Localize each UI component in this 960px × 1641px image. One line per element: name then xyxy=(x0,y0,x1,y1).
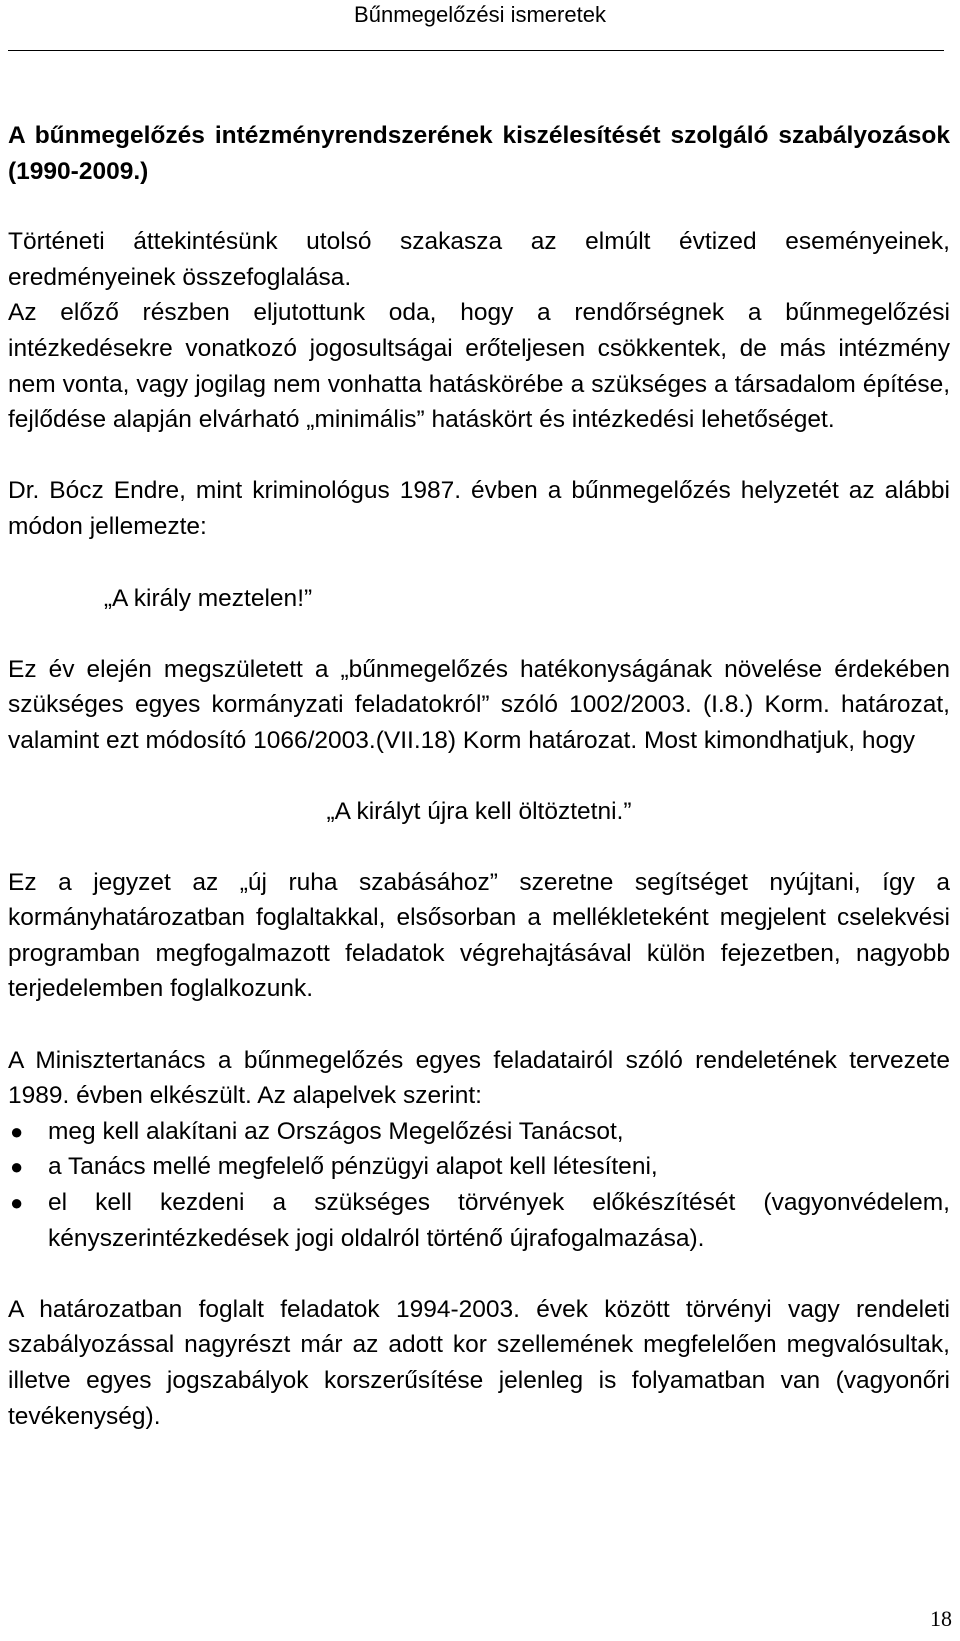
section-title: A bűnmegelőzés intézményrendszerének kiszélesítését szolgáló szabályozások (1990-2009.) xyxy=(8,122,950,185)
paragraph-intro: Történeti áttekintésünk utolsó szakasza az elmúlt évtized eseményeinek, eredményeinek összefoglalása. xyxy=(8,228,950,291)
quote-king-naked: „A király meztelen!” xyxy=(103,584,313,612)
paragraph-notes: Ez a jegyzet az „új ruha szabásához” szeretne segítséget nyújtani, így a kormányhatározatban foglaltakkal, elsősorban a mellékleteként megjelent cselekvési programban megfogalmazott feladatok végrehajtásával külön fejezetben, nagyobb terjedelemben foglalkozunk. xyxy=(8,868,950,1003)
bullet-icon: ● xyxy=(10,1154,24,1180)
page-number: 18 xyxy=(930,1606,952,1631)
paragraph-police: Az előző részben eljutottunk oda, hogy a rendőrségnek a bűnmegelőzési intézkedésekre vonatkozó jogosultságai erőteljesen csökkentek, de más intézmény nem vonta, vagy jogilag nem vonhatta hatáskörébe a szükséges a társadalom építése, fejlődése alapján elvárható „minimális” hatáskört és intézkedési lehetőséget. xyxy=(8,299,950,434)
paragraph-decree: Ez év elején megszületett a „bűnmegelőzés hatékonyságának növelése érdekében szükséges egyes kormányzati feladatokról” szóló 1002/2003. (I.8.) Korm. határozat, valamint ezt módosító 1066/2003.(VII.18) Korm határozat. Most kimondhatjuk, hogy xyxy=(8,655,950,754)
list-item-text: meg kell alakítani az Országos Megelőzési Tanácsot, xyxy=(48,1117,624,1145)
principles-list xyxy=(8,1114,950,1256)
list-item-text: a Tanács mellé megfelelő pénzügyi alapot kell létesíteni, xyxy=(48,1153,658,1181)
quote-king-dress: „A királyt újra kell öltöztetni.” xyxy=(326,797,632,825)
list-item xyxy=(8,1185,950,1256)
paragraph-bocz: Dr. Bócz Endre, mint kriminológus 1987. évben a bűnmegelőzés helyzetét az alábbi módon jellemezte: xyxy=(8,477,950,540)
document-body xyxy=(8,118,950,1434)
list-item xyxy=(8,1114,950,1150)
list-item-text: el kell kezdeni a szükséges törvények előkészítését (vagyonvédelem, kényszerintézkedések jogi oldalról történő újrafogalmazása). xyxy=(48,1189,950,1252)
running-header: Bűnmegelőzési ismeretek xyxy=(354,2,606,27)
paragraph-council: A Minisztertanács a bűnmegelőzés egyes feladatairól szóló rendeletének tervezete 1989. évben elkészült. Az alapelvek szerint: xyxy=(8,1046,950,1110)
list-item xyxy=(8,1149,950,1185)
bullet-icon: ● xyxy=(10,1118,24,1144)
paragraph-resolution: A határozatban foglalt feladatok 1994-2003. évek között törvényi vagy rendeleti szabályozással nagyrészt már az adott kor szellemének megfelelően megvalósultak, illetve egyes jogszabályok korszerűsítése jelenleg is folyamatban van (vagyonőri tevékenység). xyxy=(8,1295,950,1430)
bullet-icon: ● xyxy=(10,1190,24,1216)
header-rule xyxy=(8,50,944,51)
